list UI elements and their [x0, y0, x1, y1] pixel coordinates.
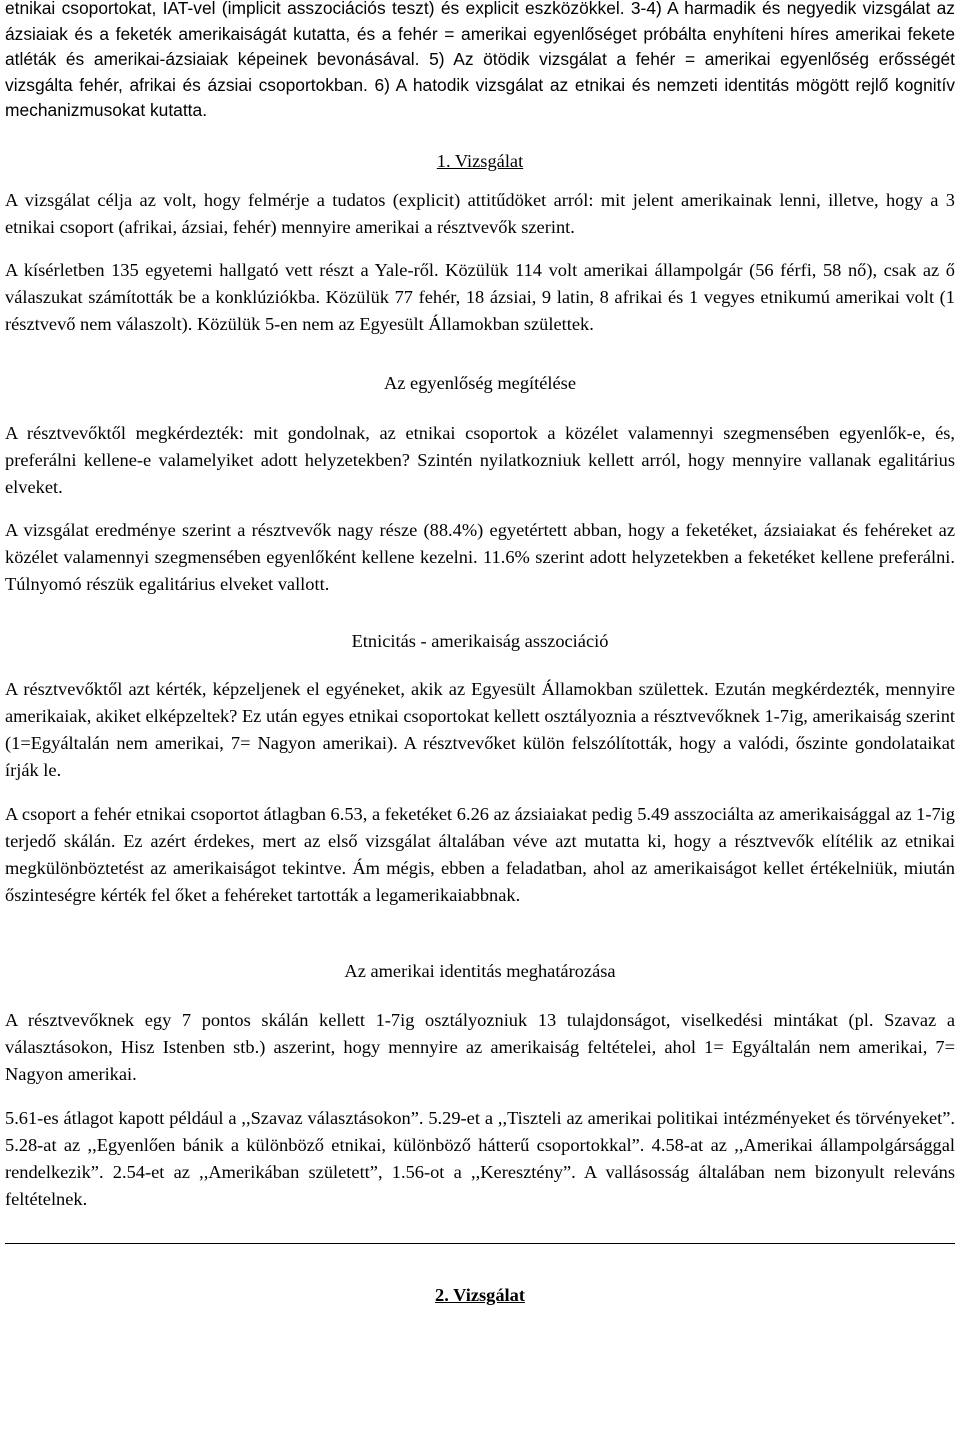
study2-heading: 2. Vizsgálat: [435, 1284, 525, 1305]
intro-paragraph: etnikai csoportokat, IAT-vel (implicit asszociációs teszt) és explicit eszközökkel. 3-4) A harmadik és negyedik vizsgálat az ázsiaiak és a feketék amerikaiságát kutatta, és a fehér = amerikai egyenlőséget próbálta enyhíteni híres amerikai fekete atléták és amerikai-ázsiaiak képeinek bevonásával. 5) Az ötödik vizsgálat a fehér = amerikai egyenlőség erősségét vizsgálta fehér, afrikai és ázsiai csoportokban. 6) A hatodik vizsgálat az etnikai és nemzeti identitás mögött rejlő kognitív mechanizmusokat kutatta.: [5, 0, 955, 120]
ethnicity-heading: Etnicitás - amerikaiság asszociáció: [351, 630, 609, 651]
equality-paragraph-1: A résztvevőktől megkérdezték: mit gondolnak, az etnikai csoportok a közélet valamennyi szegmensében egyenlők-e, és, preferálni kellene-e valamelyiket adott helyzetekben? Szintén nyilatkozniuk kellett arról, hogy mennyire vallanak egalitárius elveket.: [5, 422, 955, 497]
study1-paragraph-2: A kísérletben 135 egyetemi hallgató vett részt a Yale-ről. Közülük 114 volt amerikai állampolgár (56 férfi, 58 nő), csak az ő válaszukat számították be a konklúziókba. Közülük 77 fehér, 18 ázsiai, 9 latin, 8 afrikai és 1 vegyes etnikumú amerikai volt (1 résztvevő nem válaszolt). Közülük 5-en nem az Egyesült Államokban születtek.: [5, 259, 955, 334]
study1-paragraph-1: A vizsgálat célja az volt, hogy felmérje a tudatos (explicit) attitűdöket arról: mit jelent amerikainak lenni, illetve, hogy a 3 etnikai csoport (afrikai, ázsiai, fehér) mennyire amerikai a résztvevők szerint.: [5, 189, 955, 237]
document-page: [5, 0, 955, 1309]
study1-heading: 1. Vizsgálat: [436, 150, 524, 171]
ethnicity-paragraph-1: A résztvevőktől azt kérték, képzeljenek el egyéneket, akik az Egyesült Államokban születtek. Ezután megkérdezték, mennyire amerikaiak, akiket elképzeltek? Ez után egyes etnikai csoportokat kellett osztályoznia a résztvevőknek 1-7ig, amerikaiság szerint (1=Egyáltalán nem amerikai, 7= Nagyon amerikai). A résztvevőket külön felszólították, hogy a valódi, őszinte gondolataikat írják le.: [5, 678, 955, 780]
identity-paragraph-1: A résztvevőknek egy 7 pontos skálán kellett 1-7ig osztályozniuk 13 tulajdonságot, viselkedési mintákat (pl. Szavaz a választásokon, Hisz Istenben stb.) aszerint, hogy mennyire az amerikaiság feltételei, ahol 1= Egyáltalán nem amerikai, 7= Nagyon amerikai.: [5, 1009, 955, 1084]
equality-heading: Az egyenlőség megítélése: [383, 372, 576, 393]
identity-heading: Az amerikai identitás meghatározása: [344, 960, 616, 981]
ethnicity-paragraph-2: A csoport a fehér etnikai csoportot átlagban 6.53, a feketéket 6.26 az ázsiaiakat pedig 5.49 asszociálta az amerikaisággal az 1-7ig terjedő skálán. Ez azért érdekes, mert az első vizsgálat általában véve azt mutatta ki, hogy a résztvevők elítélik az etnikai megkülönböztetést az amerikaiságot tekintve. Ám mégis, ebben a feladatban, ahol az amerikaiságot kellet értékelniük, miután őszinteségre kérték fel őket a fehéreket tartották a legamerikaiabbnak.: [5, 803, 955, 905]
equality-paragraph-2: A vizsgálat eredménye szerint a résztvevők nagy része (88.4%) egyetértett abban, hogy a feketéket, ázsiaiakat és fehéreket az közélet valamennyi szegmensében egyenlőként kellene kezelni. 11.6% szerint adott helyzetekben a feketéket kellene preferálni. Túlnyomó részük egalitárius elveket vallott.: [5, 519, 955, 594]
identity-paragraph-2: 5.61-es átlagot kapott például a ,,Szavaz választásokon”. 5.29-et a ,,Tiszteli az amerikai politikai intézményeket és törvényeket”. 5.28-at az ,,Egyenlően bánik a különböző etnikai, különböző hátterű csoportokkal”. 4.58-at az ,,Amerikai állampolgársággal rendelkezik”. 2.54-et az ,,Amerikában született”, 1.56-ot a ,,Keresztény”. A vallásosság általában nem bizonyult releváns feltételnek.: [5, 1107, 955, 1209]
